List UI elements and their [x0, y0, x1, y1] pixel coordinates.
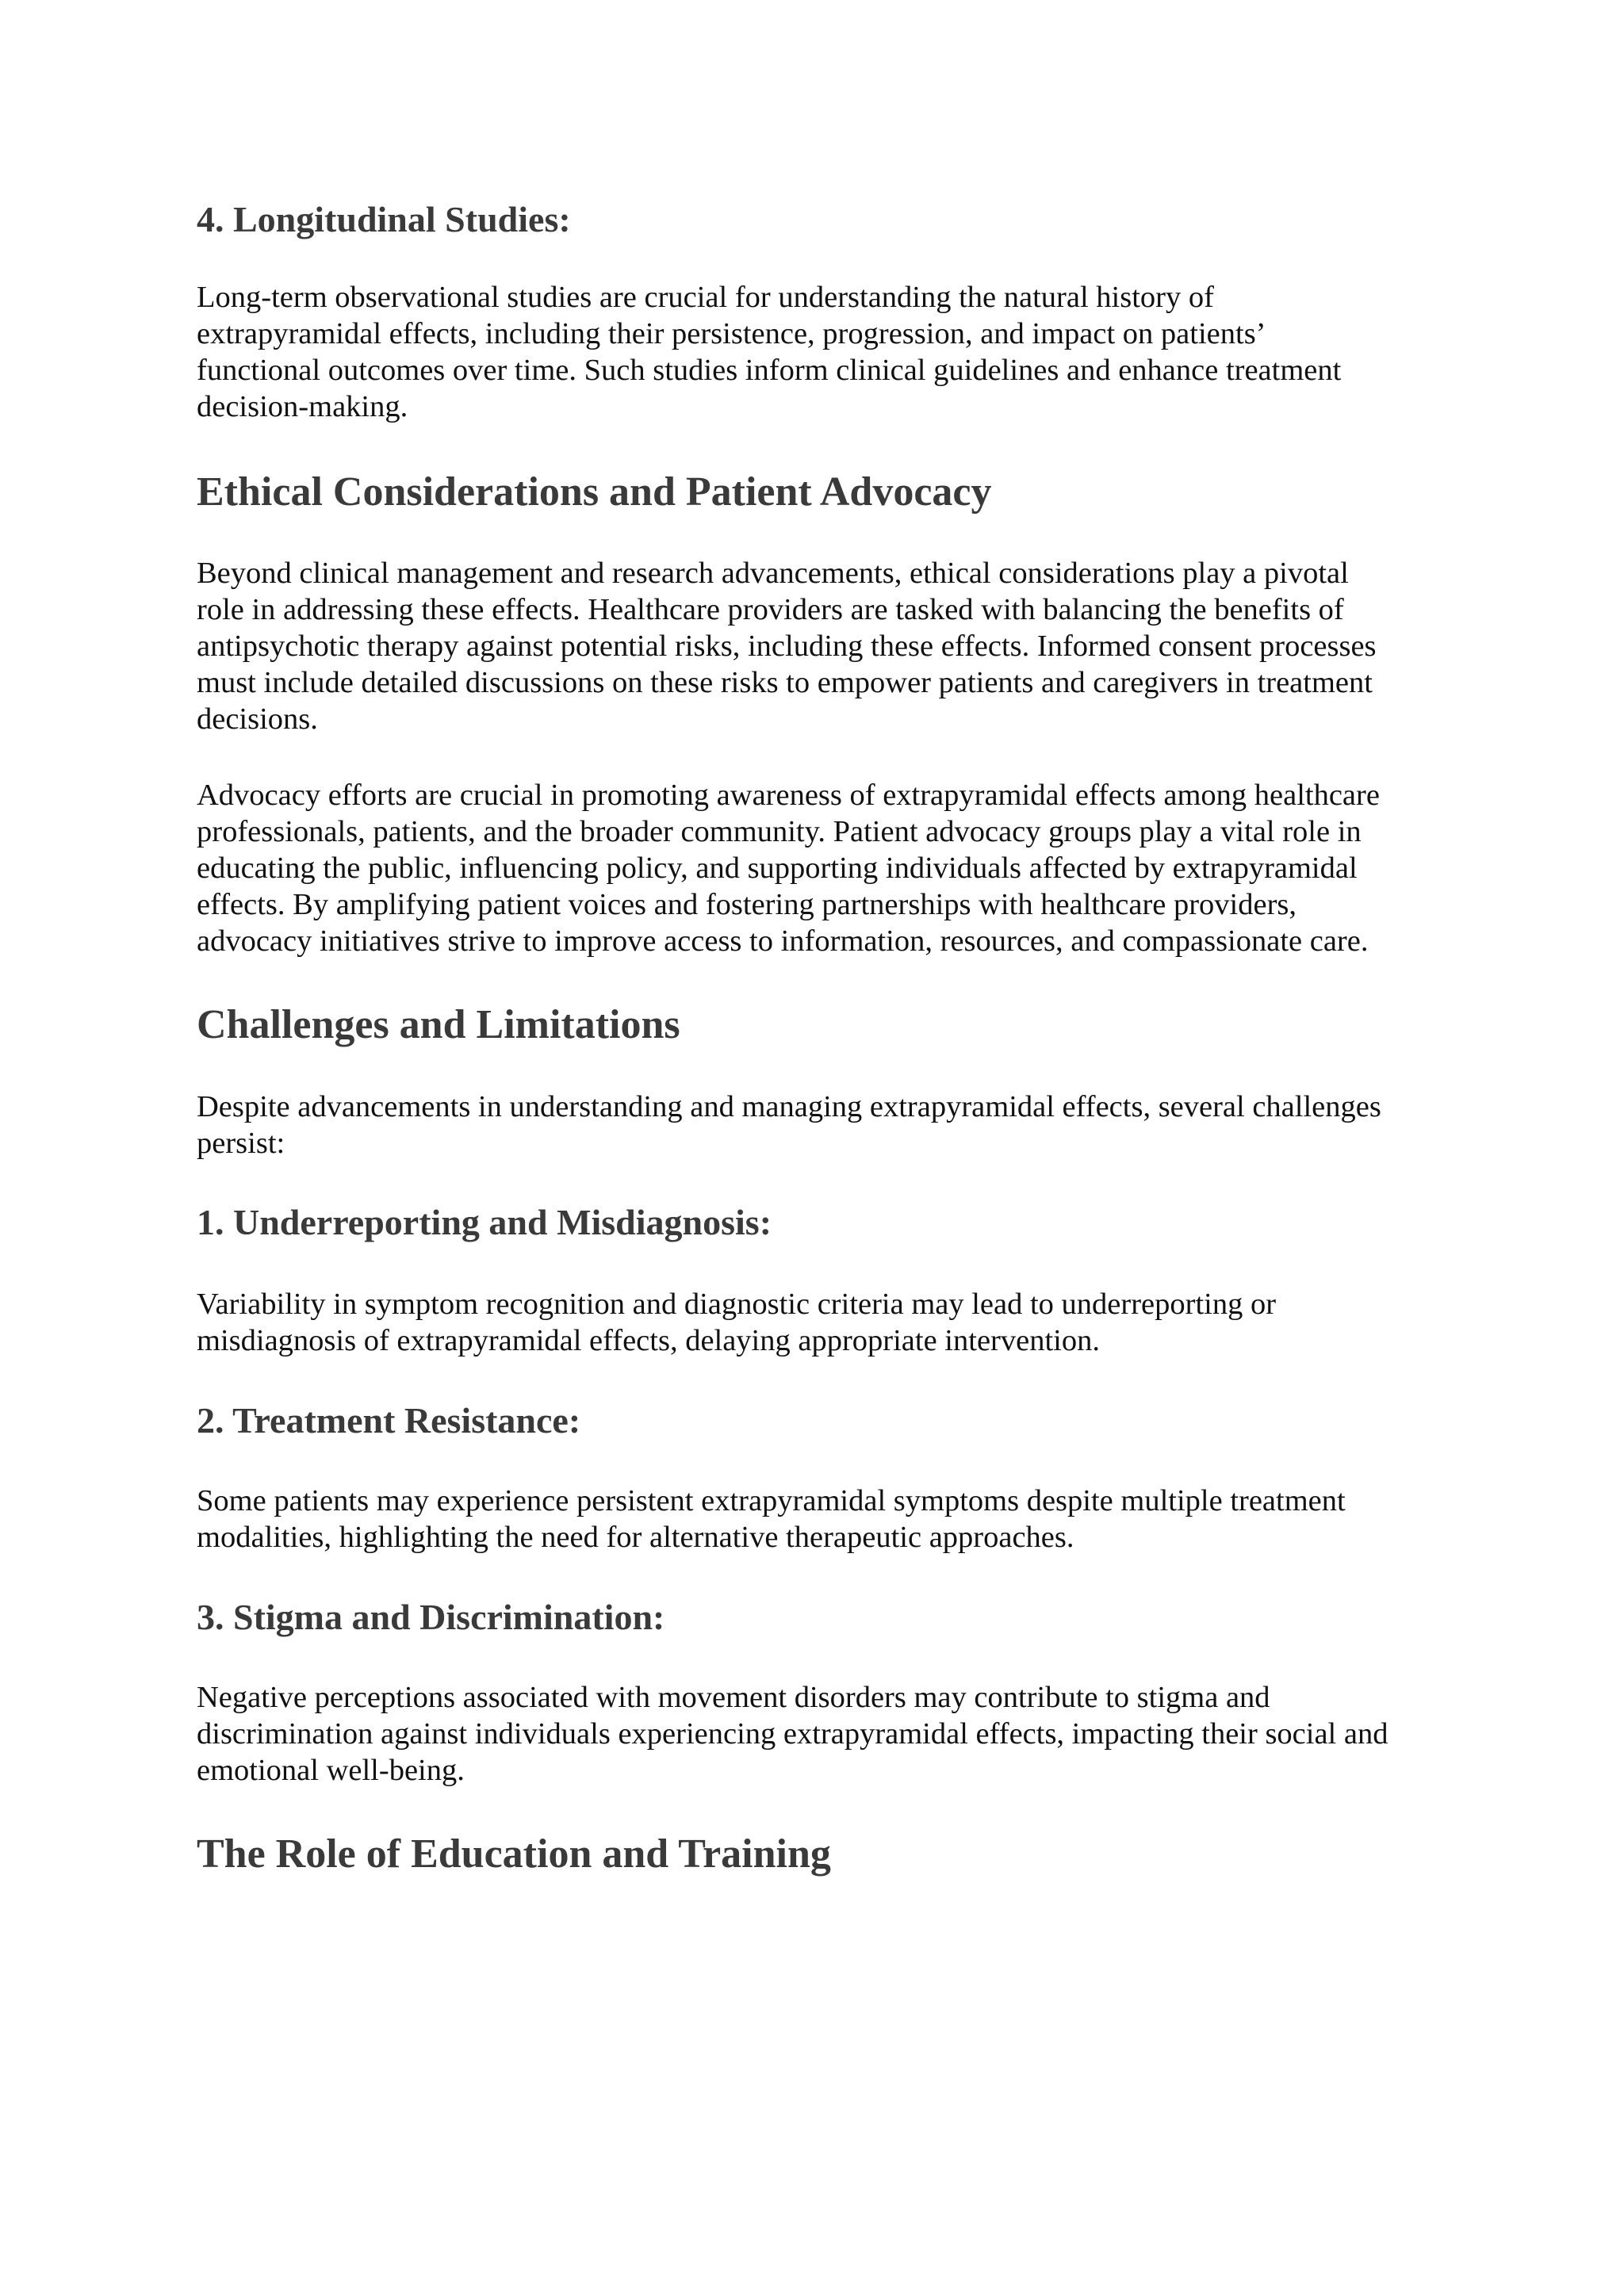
- text-line: Some patients may experience persistent extrapyramidal symptoms despite multiple treatment: [197, 1484, 1346, 1517]
- paragraph-ethical-considerations-1: [197, 555, 1450, 737]
- text-line: functional outcomes over time. Such studies inform clinical guidelines and enhance treatment: [197, 354, 1342, 387]
- text-line: role in addressing these effects. Healthcare providers are tasked with balancing the benefits of: [197, 593, 1344, 626]
- text-line: discrimination against individuals experiencing extrapyramidal effects, impacting their social and: [197, 1717, 1388, 1751]
- section-heading-education-training: The Role of Education and Training: [197, 1831, 831, 1877]
- text-line: educating the public, influencing policy, and supporting individuals affected by extrapyramidal: [197, 851, 1358, 885]
- text-line: advocacy initiatives strive to improve access to information, resources, and compassionate care.: [197, 924, 1369, 958]
- section-heading-longitudinal-studies: 4. Longitudinal Studies:: [197, 199, 571, 239]
- paragraph-longitudinal-studies: [197, 279, 1450, 425]
- text-line: must include detailed discussions on these risks to empower patients and caregivers in treatment: [197, 666, 1373, 699]
- text-line: professionals, patients, and the broader community. Patient advocacy groups play a vital role in: [197, 815, 1362, 848]
- section-heading-treatment-resistance: 2. Treatment Resistance:: [197, 1400, 581, 1441]
- text-line: persist:: [197, 1127, 285, 1160]
- text-line: emotional well-being.: [197, 1754, 465, 1787]
- text-line: decision-making.: [197, 390, 408, 423]
- text-line: Advocacy efforts are crucial in promoting awareness of extrapyramidal effects among healthcare: [197, 779, 1380, 812]
- text-line: Beyond clinical management and research advancements, ethical considerations play a pivotal: [197, 557, 1349, 590]
- section-heading-challenges-limitations: Challenges and Limitations: [197, 1002, 680, 1047]
- section-heading-stigma-discrimination: 3. Stigma and Discrimination:: [197, 1597, 665, 1637]
- paragraph-underreporting: [197, 1286, 1450, 1359]
- text-line: misdiagnosis of extrapyramidal effects, delaying appropriate intervention.: [197, 1324, 1100, 1357]
- text-line: Negative perceptions associated with movement disorders may contribute to stigma and: [197, 1681, 1270, 1714]
- text-line: antipsychotic therapy against potential risks, including these effects. Informed consent processes: [197, 629, 1377, 663]
- paragraph-treatment-resistance: [197, 1483, 1450, 1556]
- section-heading-ethical-considerations: Ethical Considerations and Patient Advocacy: [197, 469, 992, 515]
- paragraph-stigma-discrimination: [197, 1679, 1450, 1789]
- text-line: modalities, highlighting the need for alternative therapeutic approaches.: [197, 1521, 1074, 1554]
- paragraph-ethical-considerations-2: [197, 777, 1450, 959]
- paragraph-challenges-limitations: [197, 1089, 1450, 1161]
- text-line: Despite advancements in understanding and managing extrapyramidal effects, several challenges: [197, 1090, 1381, 1123]
- section-heading-underreporting: 1. Underreporting and Misdiagnosis:: [197, 1202, 772, 1242]
- text-line: effects. By amplifying patient voices and fostering partnerships with healthcare providers,: [197, 888, 1297, 921]
- text-line: Variability in symptom recognition and diagnostic criteria may lead to underreporting or: [197, 1288, 1277, 1321]
- text-line: Long-term observational studies are crucial for understanding the natural history of: [197, 281, 1214, 314]
- text-line: decisions.: [197, 702, 318, 736]
- text-line: extrapyramidal effects, including their persistence, progression, and impact on patients’: [197, 317, 1266, 350]
